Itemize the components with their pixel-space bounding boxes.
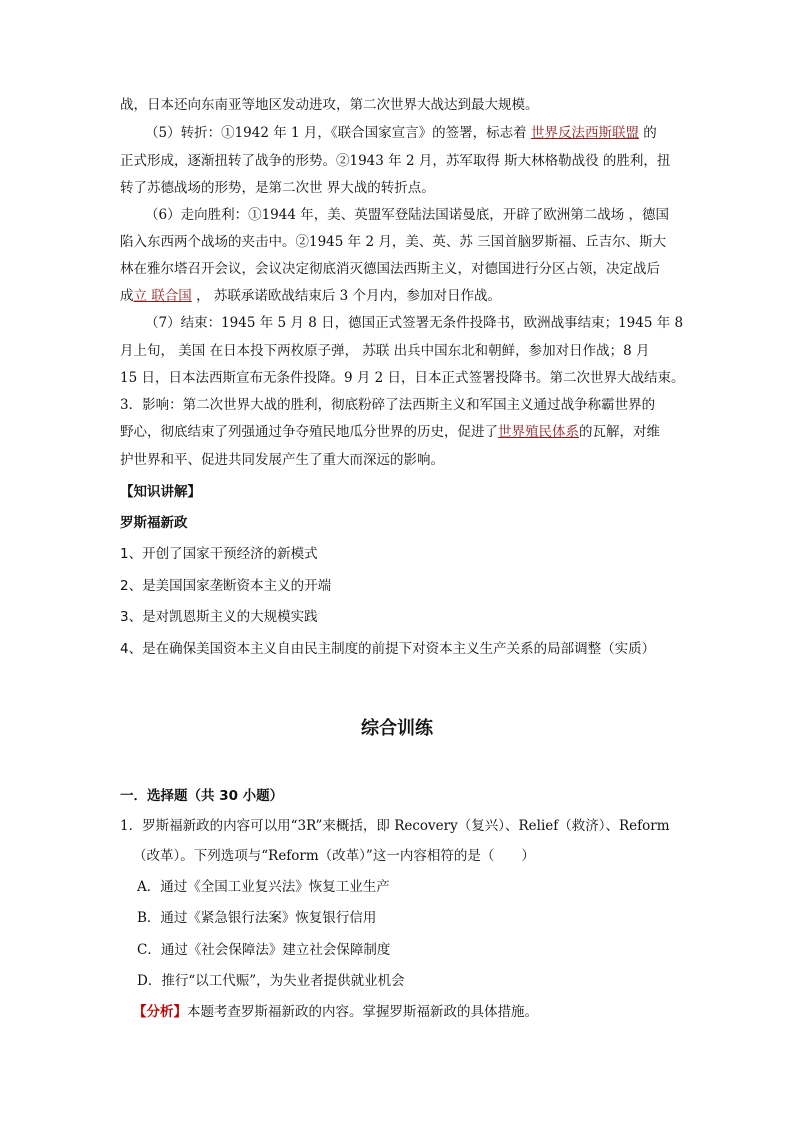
option-b[interactable]: B．通过《紧急银行法案》恢复银行信用 (137, 910, 377, 926)
end-line-2: 月上旬， 美国 在日本投下两枚原子弹， 苏联 出兵中国东北和朝鲜，参加对日作战；8 月 (120, 343, 650, 359)
knowledge-item-4: 4、是在确保美国资本主义自由民主制度的前提下对资本主义生产关系的局部调整（实质） (120, 641, 656, 657)
end-line-1: （7）结束：1945 年 5 月 8 日，德国正式签署无条件投降书，欧洲战事结束；1945 年 8 (145, 315, 684, 331)
victory-line-3: 林在雅尔塔召开会议，会议决定彻底消灭德国法西斯主义，对德国进行分区占领，决定战后 (120, 261, 660, 277)
option-a[interactable]: A．通过《全国工业复兴法》恢复工业生产 (137, 879, 390, 895)
knowledge-item-2: 2、是美国国家垄断资本主义的开端 (120, 578, 332, 594)
impact-line-2 (120, 421, 680, 443)
option-c[interactable]: C．通过《社会保障法》建立社会保障制度 (137, 942, 391, 958)
impact-line-1: 3．影响：第二次世界大战的胜利，彻底粉碎了法西斯主义和军国主义通过战争称霸世界的 (120, 397, 656, 413)
victory-text-end: ， 苏联承诺欧战结束后 3 个月内，参加对日作战。 (191, 288, 502, 304)
war-paragraph-line: 战，日本还向东南亚等地区发动进攻，第二次世界大战达到最大规模。 (120, 97, 539, 113)
victory-line-2: 陷入东西两个战场的夹击中。②1945 年 2 月，美、英、苏 三国首脑罗斯福、丘吉尔、斯大 (120, 234, 667, 250)
victory-line-4 (120, 285, 680, 307)
end-line-3: 15 日，日本法西斯宣布无条件投降。9 月 2 日，日本正式签署投降书。第二次世界大战结束。 (120, 370, 685, 386)
turning-point-line-2: 正式形成，逐渐扭转了战争的形势。②1943 年 2 月，苏军取得 斯大林格勒战役 的胜利，扭 (120, 153, 671, 169)
anti-fascist-alliance-link[interactable]: 世界反法西斯联盟 (530, 125, 639, 141)
turning-text-end: 的 (638, 125, 657, 141)
knowledge-topic: 罗斯福新政 (120, 515, 188, 531)
section-heading: 一．选择题（共 30 小题） (120, 788, 284, 804)
analysis-text: 本题考查罗斯福新政的内容。掌握罗斯福新政的具体措施。 (187, 1004, 538, 1020)
knowledge-item-3: 3、是对凯恩斯主义的大规模实践 (120, 609, 318, 625)
victory-text: 成 (120, 288, 134, 304)
impact-text-end: 的瓦解，对维 (579, 424, 660, 440)
question-1-line-2: （改革）。下列选项与“Reform（改革）”这一内容相符的是（ ） (133, 848, 535, 864)
knowledge-header: 【知识讲解】 (120, 484, 201, 500)
colonial-system-link[interactable]: 世界殖民体系 (498, 424, 579, 440)
option-d[interactable]: D．推行“以工代赈”，为失业者提供就业机会 (137, 973, 405, 989)
turning-text: （5）转折：①1942 年 1 月，《联合国家宣言》的签署，标志着 (145, 125, 531, 141)
question-1-line-1: 1．罗斯福新政的内容可以用“3R”来概括，即 Recovery（复兴）、Relief（救济）、Reform (120, 818, 670, 834)
knowledge-item-1: 1、开创了国家干预经济的新模式 (120, 546, 318, 562)
impact-text: 野心，彻底结束了列强通过争夺殖民地瓜分世界的历史，促进了 (120, 424, 498, 440)
analysis-tag: 【分析】 (133, 1004, 187, 1020)
victory-line-1: （6）走向胜利：①1944 年，美、英盟军登陆法国诺曼底，开辟了欧洲第二战场 ，德国 (145, 207, 670, 223)
training-title: 综合训练 (361, 718, 433, 739)
impact-line-3: 护世界和平、促进共同发展产生了重大而深远的影响。 (120, 452, 444, 468)
turning-point-line-1 (145, 122, 680, 144)
analysis-line (133, 1001, 693, 1023)
united-nations-link[interactable]: 立 联合国 (133, 288, 192, 304)
turning-point-line-3: 转了苏德战场的形势，是第二次世 界大战的转折点。 (120, 180, 435, 196)
